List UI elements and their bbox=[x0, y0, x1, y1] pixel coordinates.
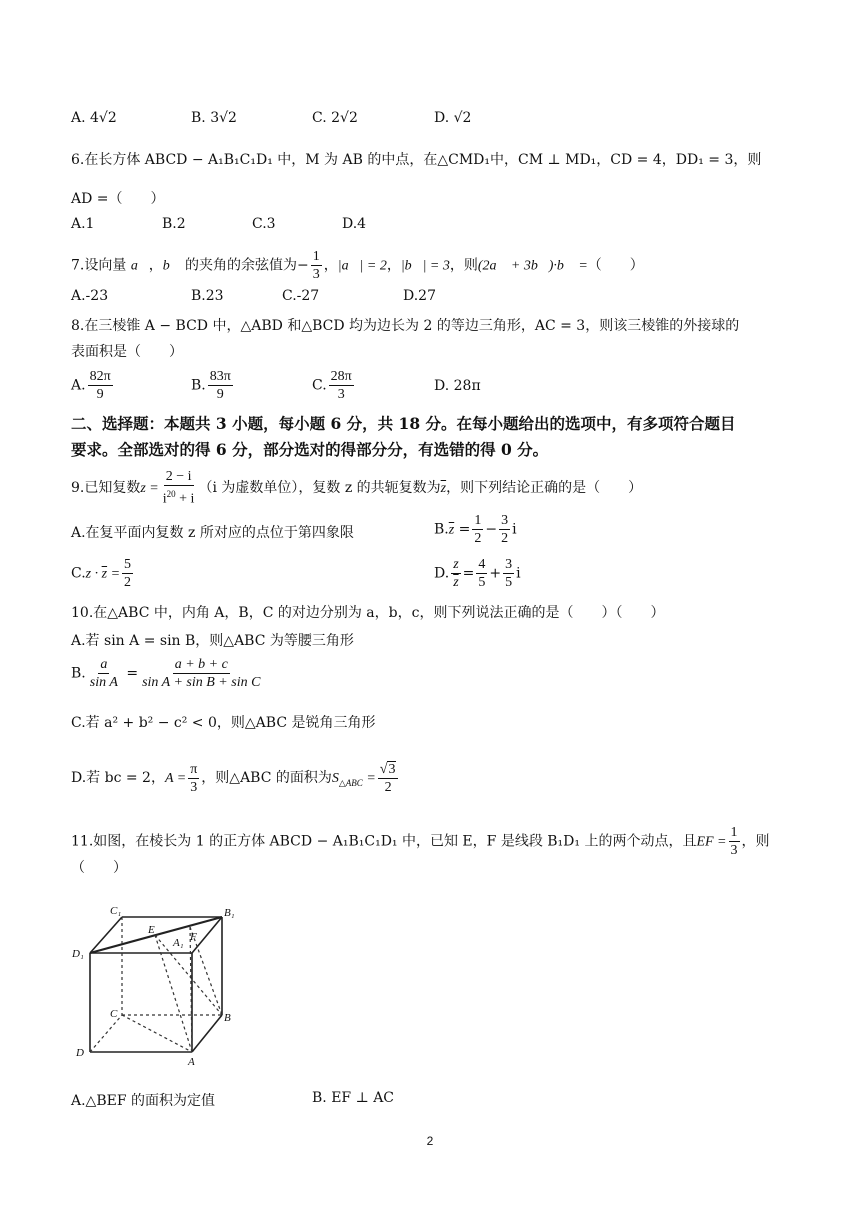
q9-z-fraction: $\frac{2 - i}{i^{20} + i}$ bbox=[162, 469, 195, 507]
vector-a: a⃗ bbox=[130, 258, 149, 274]
q10-stem: 10.在△ABC 中，内角 A，B，C 的对边分别为 a，b，c，则下列说法正确的是（ ）（ ） bbox=[71, 605, 665, 621]
q5-option-d: D. √2 bbox=[434, 110, 472, 126]
q11-text-b: ，则 bbox=[741, 833, 770, 850]
q9-option-c: $C.z \cdot \overline{z}$ = $\frac{5}{2}$ bbox=[71, 557, 132, 590]
q8-stem-line2: 表面积是（ ） bbox=[71, 344, 183, 360]
q9-text-c: ，则下列结论正确的是（ ） bbox=[446, 479, 643, 496]
q6-stem-line1: 6.在长方体 ABCD − A₁B₁C₁D₁ 中，M 为 AB 的中点，在△CMD₁中，CM ⊥ MD₁，CD = 4，DD₁ = 3，则 bbox=[71, 152, 762, 168]
q8-option-c: C. $\frac{28\pi}{3}$ bbox=[312, 369, 352, 402]
q11-option-b: B. EF ⊥ AC bbox=[312, 1090, 395, 1106]
q9-option-d: D. $\frac{z}{z}$ = $\frac{4}{5}$ + $\frac{3}{5}$ i bbox=[434, 557, 521, 590]
q7-text-b: 的夹角的余弦值为 bbox=[185, 257, 298, 274]
q6-option-b: B.2 bbox=[162, 216, 186, 232]
q5-option-a: A. 4√2 bbox=[71, 110, 117, 126]
q10-option-a: A.若 sin A = sin B，则△ABC 为等腰三角形 bbox=[71, 633, 354, 649]
q9-text-a: 9.已知复数 bbox=[71, 479, 141, 496]
q7-text-a: 7.设向量 bbox=[71, 257, 127, 274]
label-c1: C₁ bbox=[110, 905, 122, 917]
label-a: A bbox=[188, 1056, 195, 1068]
q9-text-b: （i 为虚数单位），复数 z 的共轭复数为 bbox=[198, 479, 441, 496]
q7-cos-fraction: $\frac{1}{3}$ bbox=[312, 249, 320, 282]
q6-stem-line2: AD =（ ） bbox=[71, 191, 165, 207]
q8-option-d: D. 28π bbox=[434, 378, 481, 394]
q10-option-d: D.若 bc = 2，A = $\frac{\pi}{3}$ ，则△ABC 的面积为$S_{\triangle ABC}$ = $\frac{√3}{2}$ bbox=[71, 758, 400, 803]
label-f: F bbox=[190, 931, 197, 943]
q7-text-c: ，则 bbox=[449, 257, 478, 274]
vector-b: b⃗ bbox=[162, 258, 181, 274]
section2-heading-line1: 二、选择题：本题共 3 小题，每小题 6 分，共 18 分。在每小题给出的选项中，有多项符合题目 bbox=[71, 414, 736, 433]
q7-option-d: D.27 bbox=[403, 288, 436, 304]
q6-option-c: C.3 bbox=[252, 216, 276, 232]
q5-option-b: B. 3√2 bbox=[191, 110, 237, 126]
label-d1: D₁ bbox=[72, 948, 84, 960]
q11-text-a: 11.如图，在棱长为 1 的正方体 ABCD − A₁B₁C₁D₁ 中，已知 E，F 是线段 B₁D₁ 上的两个动点，且 bbox=[71, 833, 697, 850]
q8-option-a: A. $\frac{82\pi}{9}$ bbox=[71, 369, 111, 402]
q9-stem: 9.已知复数z = $\frac{2 - i}{i^{20} + i}$ （i 为虚数单位），复数 z 的共轭复数为$\overline{z}$，则下列结论正确的是（ ） bbox=[71, 469, 643, 507]
label-b1: B₁ bbox=[224, 907, 235, 919]
page-number: 2 bbox=[426, 1134, 434, 1148]
q11-option-a: A.△BEF 的面积为定值 bbox=[71, 1093, 215, 1109]
label-c: C bbox=[110, 1008, 118, 1020]
q10-option-c: C.若 a² + b² − c² < 0，则△ABC 是锐角三角形 bbox=[71, 715, 376, 731]
q10-d-text-b: ，则△ABC 的面积为 bbox=[201, 770, 332, 786]
q6-option-a: A.1 bbox=[71, 216, 95, 232]
q7-option-a: A.-23 bbox=[71, 288, 109, 304]
q8-option-b: B. $\frac{83\pi}{9}$ bbox=[191, 369, 231, 402]
q5-option-c: C. 2√2 bbox=[312, 110, 358, 126]
label-e: E bbox=[148, 924, 155, 936]
cube-figure bbox=[70, 900, 250, 1070]
q7-option-c: C.-27 bbox=[282, 288, 320, 304]
q6-option-d: D.4 bbox=[342, 216, 367, 232]
q10-option-b: B. $\frac{a}{\text{sin A}}$ = $\frac{a + b + c}{\text{sin A + sin B + sin C}}$ bbox=[71, 657, 261, 690]
q9-option-b: $B.\overline{z}$ = $\frac{1}{2}$ − $\frac{3}{2}$ i bbox=[434, 513, 517, 546]
q11-stem-line2: （ ） bbox=[71, 860, 127, 876]
label-a1: A₁ bbox=[173, 937, 184, 949]
q10-d-text-a: D.若 bc = 2， bbox=[71, 770, 165, 786]
q7-option-b: B.23 bbox=[191, 288, 224, 304]
label-d: D bbox=[76, 1047, 84, 1059]
q9-option-a: A.在复平面内复数 z 所对应的点位于第四象限 bbox=[71, 525, 354, 541]
label-b: B bbox=[224, 1012, 231, 1024]
q8-stem-line1: 8.在三棱锥 A − BCD 中，△ABD 和△BCD 均为边长为 2 的等边三角形，AC = 3，则该三棱锥的外接球的 bbox=[71, 318, 740, 334]
section2-heading-line2: 要求。全部选对的得 6 分，部分选对的得部分分，有选错的得 0 分。 bbox=[71, 440, 549, 459]
q11-stem-line1: 11.如图，在棱长为 1 的正方体 ABCD − A₁B₁C₁D₁ 中，已知 E，F 是线段 B₁D₁ 上的两个动点，且EF = $\frac{1}{3}$ ，则 bbox=[71, 825, 770, 858]
q7-stem: 7.设向量 a⃗，b⃗ 的夹角的余弦值为− $\frac{1}{3}$ ，|a⃗| = 2，|b⃗| = 3，则(2a⃗ + 3b⃗)·b⃗ =（ ） bbox=[71, 249, 644, 282]
